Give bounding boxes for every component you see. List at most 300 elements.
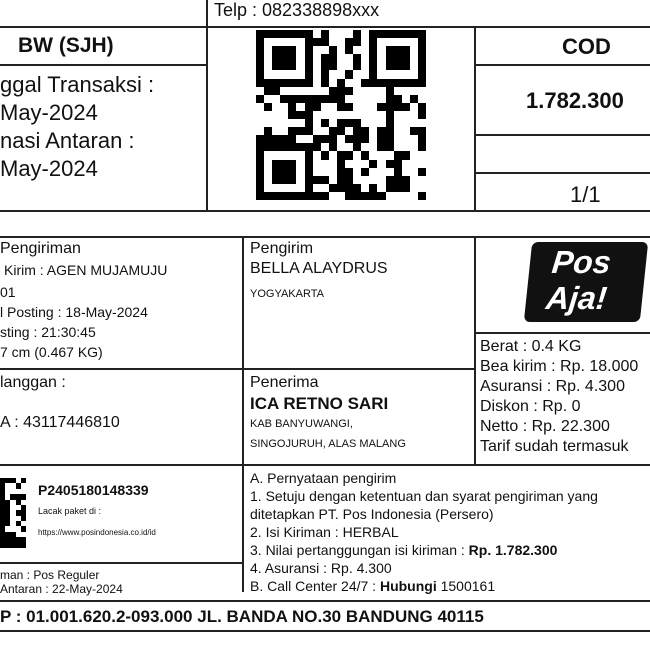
- qr-module: [305, 95, 313, 103]
- qr-module: [386, 176, 394, 184]
- qr-module: [288, 79, 296, 87]
- qr-module: [394, 176, 402, 184]
- qr-module: [272, 62, 280, 70]
- qr-module: [410, 70, 418, 78]
- qr-module: [361, 151, 369, 159]
- qr-module: [280, 46, 288, 54]
- qr-module: [280, 151, 288, 159]
- qr-module: [280, 192, 288, 200]
- qr-module: [296, 111, 304, 119]
- qr-module: [329, 70, 337, 78]
- qr-module: [288, 103, 296, 111]
- estimasi-label: nasi Antaran :: [0, 128, 135, 153]
- qr-module: [386, 111, 394, 119]
- qr-module: [361, 38, 369, 46]
- qr-module: [264, 143, 272, 151]
- qr-module: [353, 168, 361, 176]
- qr-module: [256, 127, 264, 135]
- pernyataan-line-5: [250, 578, 495, 594]
- qr-module: [377, 168, 385, 176]
- qr-module: [402, 95, 410, 103]
- qr-module: [402, 30, 410, 38]
- qr-module: [345, 119, 353, 127]
- qr-module: [337, 87, 345, 95]
- qr-module: [410, 176, 418, 184]
- qr-module: [272, 168, 280, 176]
- qr-module: [264, 160, 272, 168]
- berat: Berat : 0.4 KG: [480, 338, 582, 355]
- qr-module: [377, 38, 385, 46]
- divider: [0, 600, 650, 602]
- qr-module: [305, 135, 313, 143]
- qr-module: [361, 184, 369, 192]
- diskon: Diskon : Rp. 0: [480, 398, 581, 415]
- qr-module: [394, 184, 402, 192]
- qr-module: [337, 79, 345, 87]
- qr-module: [402, 79, 410, 87]
- qr-module: [402, 111, 410, 119]
- qr-module: [305, 168, 313, 176]
- qr-module: [386, 54, 394, 62]
- qr-module: [272, 38, 280, 46]
- qr-module: [288, 176, 296, 184]
- qr-module: [272, 127, 280, 135]
- qr-module: [321, 95, 329, 103]
- qr-module: [369, 168, 377, 176]
- qr-module: [264, 119, 272, 127]
- qr-module: [377, 62, 385, 70]
- qr-module: [386, 38, 394, 46]
- qr-module: [288, 30, 296, 38]
- qr-module: [410, 46, 418, 54]
- qr-module: [418, 176, 426, 184]
- qr-module: [418, 70, 426, 78]
- qr-module: [313, 95, 321, 103]
- qr-module: [313, 192, 321, 200]
- qr-module: [321, 46, 329, 54]
- qr-module: [280, 38, 288, 46]
- qr-module: [386, 192, 394, 200]
- qr-module: [296, 79, 304, 87]
- qr-module: [418, 95, 426, 103]
- estimasi-antaran: Antaran : 22-May-2024: [0, 582, 123, 596]
- qr-module: [361, 135, 369, 143]
- qr-module: [394, 38, 402, 46]
- qr-module: [361, 111, 369, 119]
- datamatrix-module: [21, 543, 26, 548]
- qr-module: [329, 111, 337, 119]
- qr-module: [353, 111, 361, 119]
- divider: [0, 236, 650, 238]
- qr-module: [369, 62, 377, 70]
- pengirim-name: BELLA ALAYDRUS: [250, 260, 388, 277]
- qr-module: [386, 143, 394, 151]
- qr-module: [272, 111, 280, 119]
- qr-module: [418, 143, 426, 151]
- qr-module: [329, 30, 337, 38]
- tanggal-transaksi-value: May-2024: [0, 100, 98, 125]
- jam-posting: sting : 21:30:45: [0, 324, 96, 340]
- qr-module: [337, 70, 345, 78]
- qr-module: [280, 160, 288, 168]
- qr-module: [377, 119, 385, 127]
- qr-module: [296, 176, 304, 184]
- qr-module: [353, 176, 361, 184]
- penerima-address-1: KAB BANYUWANGI,: [250, 418, 353, 430]
- qr-module: [280, 176, 288, 184]
- divider: [474, 134, 650, 136]
- qr-module: [361, 54, 369, 62]
- qr-module: [377, 103, 385, 111]
- qr-module: [418, 38, 426, 46]
- qr-module: [337, 127, 345, 135]
- qr-module: [369, 54, 377, 62]
- qr-module: [256, 54, 264, 62]
- qr-module: [288, 119, 296, 127]
- qr-module: [394, 62, 402, 70]
- qr-module: [386, 119, 394, 127]
- qr-module: [377, 87, 385, 95]
- qr-module: [402, 143, 410, 151]
- divider: [206, 0, 208, 212]
- qr-module: [329, 87, 337, 95]
- qr-module: [361, 160, 369, 168]
- qr-module: [280, 135, 288, 143]
- qr-module: [313, 87, 321, 95]
- qr-module: [345, 95, 353, 103]
- qr-module: [321, 87, 329, 95]
- qr-module: [418, 46, 426, 54]
- qr-module: [402, 70, 410, 78]
- cod-label: COD: [562, 34, 611, 59]
- qr-module: [345, 70, 353, 78]
- qr-module: [369, 79, 377, 87]
- qr-module: [402, 192, 410, 200]
- qr-module: [296, 135, 304, 143]
- qr-module: [321, 184, 329, 192]
- penerima-name: ICA RETNO SARI: [250, 394, 389, 413]
- qr-module: [418, 119, 426, 127]
- qr-module: [305, 127, 313, 135]
- qr-module: [296, 46, 304, 54]
- pengiriman-title: Pengiriman: [0, 240, 81, 257]
- qr-module: [410, 127, 418, 135]
- qr-module: [386, 168, 394, 176]
- qr-module: [345, 184, 353, 192]
- qr-module: [305, 46, 313, 54]
- qr-module: [288, 168, 296, 176]
- qr-module: [313, 79, 321, 87]
- qr-module: [272, 54, 280, 62]
- qr-module: [337, 30, 345, 38]
- qr-module: [377, 54, 385, 62]
- qr-module: [264, 111, 272, 119]
- qr-module: [296, 119, 304, 127]
- qr-module: [369, 192, 377, 200]
- qr-module: [321, 119, 329, 127]
- qr-module: [329, 135, 337, 143]
- awb-number: P2405180148339: [38, 482, 149, 498]
- qr-module: [386, 87, 394, 95]
- qr-module: [337, 54, 345, 62]
- hubungi-label: Hubungi: [379, 578, 437, 594]
- qr-module: [272, 87, 280, 95]
- qr-module: [305, 30, 313, 38]
- qr-module: [321, 135, 329, 143]
- lacak-label: Lacak paket di :: [38, 506, 102, 516]
- qr-module: [377, 111, 385, 119]
- qr-module: [361, 119, 369, 127]
- qr-module: [329, 62, 337, 70]
- qr-module: [256, 46, 264, 54]
- pernyataan-line-4: 4. Asuransi : Rp. 4.300: [250, 560, 392, 576]
- qr-module: [337, 151, 345, 159]
- qr-module: [296, 95, 304, 103]
- qr-module: [264, 95, 272, 103]
- divider: [242, 236, 244, 592]
- qr-module: [353, 70, 361, 78]
- qr-module: [410, 168, 418, 176]
- qr-module: [313, 54, 321, 62]
- qr-module: [410, 79, 418, 87]
- qr-module: [353, 30, 361, 38]
- qr-module: [386, 135, 394, 143]
- qr-module: [386, 79, 394, 87]
- qr-module: [256, 176, 264, 184]
- qr-module: [418, 111, 426, 119]
- tarif-note: Tarif sudah termasuk: [480, 438, 629, 455]
- qr-module: [345, 143, 353, 151]
- qr-module: [353, 54, 361, 62]
- qr-module: [353, 62, 361, 70]
- nilai-pertanggungan-value: Rp. 1.782.300: [468, 542, 558, 558]
- qr-module: [369, 38, 377, 46]
- cod-amount: 1.782.300: [526, 88, 624, 113]
- qr-module: [394, 87, 402, 95]
- qr-module: [264, 30, 272, 38]
- qr-module: [280, 70, 288, 78]
- qr-module: [272, 184, 280, 192]
- qr-module: [256, 70, 264, 78]
- qr-module: [394, 151, 402, 159]
- qr-module: [288, 111, 296, 119]
- qr-module: [288, 46, 296, 54]
- qr-module: [369, 70, 377, 78]
- qr-module: [410, 111, 418, 119]
- qr-module: [264, 79, 272, 87]
- telp-text: Telp : 082338898xxx: [214, 0, 380, 20]
- qr-module: [410, 184, 418, 192]
- qr-module: [377, 95, 385, 103]
- qr-module: [353, 103, 361, 111]
- qr-module: [280, 87, 288, 95]
- qr-module: [361, 127, 369, 135]
- qr-module: [377, 79, 385, 87]
- qr-module: [361, 30, 369, 38]
- qr-module: [353, 79, 361, 87]
- estimasi-value: May-2024: [0, 156, 98, 181]
- qr-module: [402, 176, 410, 184]
- qr-module: [345, 151, 353, 159]
- qr-module: [361, 46, 369, 54]
- qr-module: [329, 192, 337, 200]
- qr-module: [296, 103, 304, 111]
- divider: [0, 368, 474, 370]
- pengirim-city: YOGYAKARTA: [250, 288, 324, 300]
- qr-module: [337, 46, 345, 54]
- qr-module: [361, 70, 369, 78]
- qr-module: [329, 38, 337, 46]
- qr-module: [386, 95, 394, 103]
- qr-module: [410, 30, 418, 38]
- qr-module: [377, 143, 385, 151]
- qr-module: [361, 87, 369, 95]
- qr-module: [305, 87, 313, 95]
- netto: Netto : Rp. 22.300: [480, 418, 610, 435]
- qr-module: [410, 135, 418, 143]
- qr-module: [256, 103, 264, 111]
- penerima-address-2: SINGOJURUH, ALAS MALANG: [250, 438, 406, 450]
- divider: [474, 26, 476, 212]
- qr-module: [296, 127, 304, 135]
- qr-module: [418, 127, 426, 135]
- qr-module: [353, 192, 361, 200]
- qr-module: [377, 176, 385, 184]
- qr-module: [369, 127, 377, 135]
- divider: [474, 172, 650, 174]
- qr-module: [305, 62, 313, 70]
- qr-module: [296, 30, 304, 38]
- qr-module: [313, 184, 321, 192]
- qr-module: [288, 70, 296, 78]
- qr-module: [280, 168, 288, 176]
- qr-module: [272, 46, 280, 54]
- qr-module: [256, 151, 264, 159]
- qr-module: [377, 30, 385, 38]
- qr-module: [329, 160, 337, 168]
- qr-module: [264, 46, 272, 54]
- qr-module: [305, 151, 313, 159]
- qr-module: [369, 119, 377, 127]
- qr-module: [321, 160, 329, 168]
- qr-module: [264, 38, 272, 46]
- qr-module: [329, 151, 337, 159]
- qr-module: [394, 119, 402, 127]
- qr-module: [377, 135, 385, 143]
- qr-module: [418, 30, 426, 38]
- qr-module: [256, 95, 264, 103]
- volume: 7 cm (0.467 KG): [0, 344, 103, 360]
- qr-module: [280, 62, 288, 70]
- qr-module: [369, 46, 377, 54]
- qr-module: [394, 79, 402, 87]
- qr-module: [288, 143, 296, 151]
- qr-module: [264, 192, 272, 200]
- qr-module: [386, 70, 394, 78]
- qr-module: [321, 103, 329, 111]
- qr-module: [418, 184, 426, 192]
- qr-module: [264, 168, 272, 176]
- qr-module: [288, 160, 296, 168]
- qr-module: [305, 79, 313, 87]
- qr-module: [313, 38, 321, 46]
- qr-module: [345, 54, 353, 62]
- qr-module: [296, 192, 304, 200]
- qr-module: [305, 184, 313, 192]
- qr-module: [353, 38, 361, 46]
- qr-module: [256, 38, 264, 46]
- qr-module: [313, 168, 321, 176]
- qr-module: [272, 143, 280, 151]
- qr-module: [288, 95, 296, 103]
- qr-module: [296, 38, 304, 46]
- qr-module: [386, 46, 394, 54]
- qr-module: [256, 30, 264, 38]
- qr-module: [345, 127, 353, 135]
- qr-module: [386, 30, 394, 38]
- qr-module: [410, 54, 418, 62]
- qr-module: [353, 143, 361, 151]
- qr-module: [337, 103, 345, 111]
- qr-module: [280, 143, 288, 151]
- qr-module: [345, 160, 353, 168]
- asuransi: Asuransi : Rp. 4.300: [480, 378, 625, 395]
- qr-module: [264, 62, 272, 70]
- qr-module: [313, 30, 321, 38]
- qr-module: [329, 119, 337, 127]
- qr-module: [280, 79, 288, 87]
- qr-module: [337, 143, 345, 151]
- qr-module: [353, 119, 361, 127]
- qr-module: [272, 192, 280, 200]
- qr-module: [345, 62, 353, 70]
- tracking-url[interactable]: https://www.posindonesia.co.id/id: [38, 528, 156, 537]
- logo-line-2: Aja!: [544, 280, 609, 316]
- qr-module: [402, 168, 410, 176]
- qr-module: [296, 70, 304, 78]
- qr-module: [353, 151, 361, 159]
- qr-module: [361, 192, 369, 200]
- qr-module: [337, 62, 345, 70]
- divider: [474, 64, 650, 66]
- qr-module: [394, 192, 402, 200]
- qr-module: [345, 168, 353, 176]
- qr-module: [410, 192, 418, 200]
- qr-module: [264, 135, 272, 143]
- qr-module: [369, 143, 377, 151]
- qr-module: [321, 151, 329, 159]
- qr-module: [386, 184, 394, 192]
- qr-module: [329, 46, 337, 54]
- qr-module: [361, 168, 369, 176]
- qr-module: [418, 135, 426, 143]
- qr-module: [345, 111, 353, 119]
- qr-module: [272, 95, 280, 103]
- qr-module: [280, 127, 288, 135]
- qr-module: [329, 79, 337, 87]
- qr-module: [296, 151, 304, 159]
- qr-module: [321, 62, 329, 70]
- divider: [0, 562, 242, 564]
- qr-module: [402, 160, 410, 168]
- qr-module: [256, 111, 264, 119]
- qr-module: [410, 87, 418, 95]
- qr-module: [280, 30, 288, 38]
- datamatrix-code: [0, 478, 26, 548]
- nilai-pertanggungan-label: 3. Nilai pertanggungan isi kiriman :: [250, 542, 469, 558]
- qr-module: [394, 160, 402, 168]
- qr-module: [410, 143, 418, 151]
